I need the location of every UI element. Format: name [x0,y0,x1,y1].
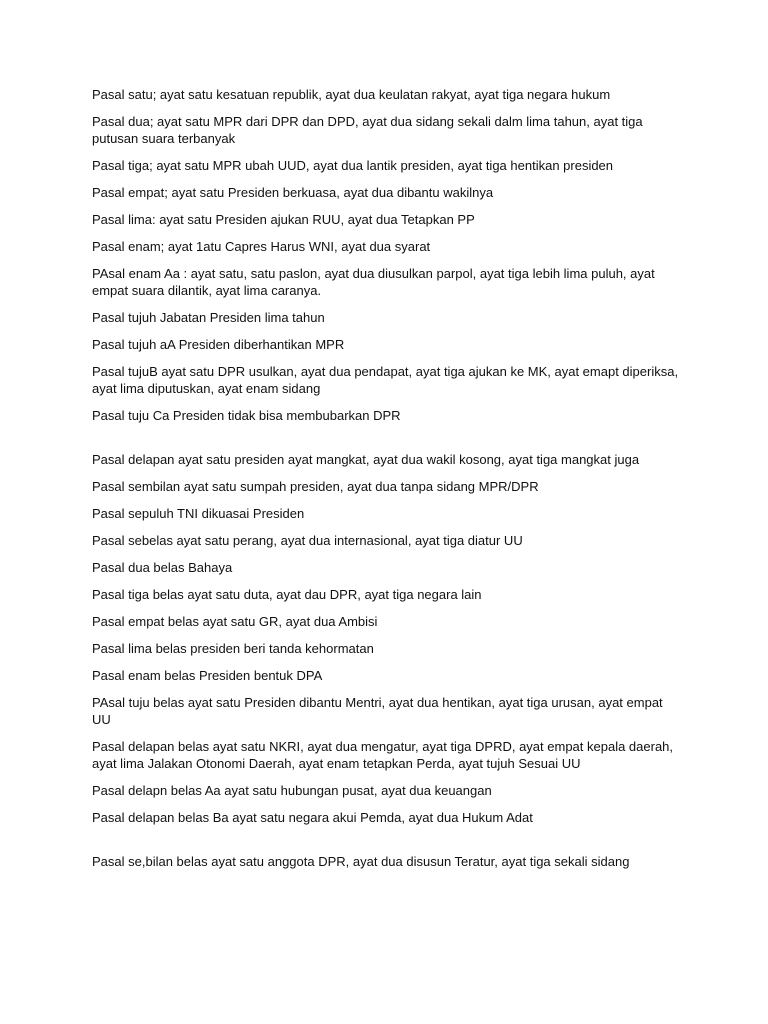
paragraph-pasal-18: Pasal delapan belas ayat satu NKRI, ayat dua mengatur, ayat tiga DPRD, ayat empat kepala daerah, ayat lima Jalakan Otonomi Daerah, ayat enam tetapkan Perda, ayat tujuh Sesuai UU [92,739,674,771]
paragraph-pasal-6: Pasal enam; ayat 1atu Capres Harus WNI, ayat dua syarat [92,239,431,254]
paragraph-pasal-8: Pasal delapan ayat satu presiden ayat mangkat, ayat dua wakil kosong, ayat tiga mangkat juga [92,452,640,467]
paragraph-pasal-16: Pasal enam belas Presiden bentuk DPA [92,668,323,683]
paragraph-pasal-10: Pasal sepuluh TNI dikuasai Presiden [92,506,305,521]
paragraph-pasal-6a: PAsal enam Aa : ayat satu, satu paslon, ayat dua diusulkan parpol, ayat tiga lebih lima puluh, ayat empat suara dilantik, ayat lima caranya. [92,266,655,298]
paragraph-pasal-3: Pasal tiga; ayat satu MPR ubah UUD, ayat dua lantik presiden, ayat tiga hentikan presiden [92,158,614,173]
paragraph-pasal-7a: Pasal tujuh aA Presiden diberhantikan MPR [92,337,345,352]
paragraph-pasal-2: Pasal dua; ayat satu MPR dari DPR dan DPD, ayat dua sidang sekali dalm lima tahun, ayat tiga putusan suara terbanyak [92,114,643,146]
paragraph-pasal-11: Pasal sebelas ayat satu perang, ayat dua internasional, ayat tiga diatur UU [92,533,523,548]
paragraph-pasal-18a: Pasal delapn belas Aa ayat satu hubungan pusat, ayat dua keuangan [92,783,492,798]
paragraph-pasal-4: Pasal empat; ayat satu Presiden berkuasa, ayat dua dibantu wakilnya [92,185,494,200]
paragraph-pasal-14: Pasal empat belas ayat satu GR, ayat dua Ambisi [92,614,378,629]
paragraph-pasal-1: Pasal satu; ayat satu kesatuan republik, ayat dua keulatan rakyat, ayat tiga negara hukum [92,87,611,102]
paragraph-pasal-7: Pasal tujuh Jabatan Presiden lima tahun [92,310,325,325]
paragraph-pasal-9: Pasal sembilan ayat satu sumpah presiden, ayat dua tanpa sidang MPR/DPR [92,479,539,494]
paragraph-pasal-15: Pasal lima belas presiden beri tanda kehormatan [92,641,374,656]
paragraph-pasal-17: PAsal tuju belas ayat satu Presiden dibantu Mentri, ayat dua hentikan, ayat tiga urusan, ayat empat UU [92,695,663,727]
paragraph-pasal-7c: Pasal tuju Ca Presiden tidak bisa membubarkan DPR [92,408,401,423]
paragraph-pasal-12: Pasal dua belas Bahaya [92,560,233,575]
paragraph-pasal-5: Pasal lima: ayat satu Presiden ajukan RUU, ayat dua Tetapkan PP [92,212,475,227]
paragraph-pasal-18b: Pasal delapan belas Ba ayat satu negara akui Pemda, ayat dua Hukum Adat [92,810,533,825]
document-body [92,86,682,880]
paragraph-pasal-13: Pasal tiga belas ayat satu duta, ayat dau DPR, ayat tiga negara lain [92,587,482,602]
paragraph-pasal-19: Pasal se,bilan belas ayat satu anggota DPR, ayat dua disusun Teratur, ayat tiga sekali sidang [92,854,630,869]
paragraph-pasal-7b: Pasal tujuB ayat satu DPR usulkan, ayat dua pendapat, ayat tiga ajukan ke MK, ayat emapt diperiksa, ayat lima diputuskan, ayat enam sidang [92,364,679,396]
